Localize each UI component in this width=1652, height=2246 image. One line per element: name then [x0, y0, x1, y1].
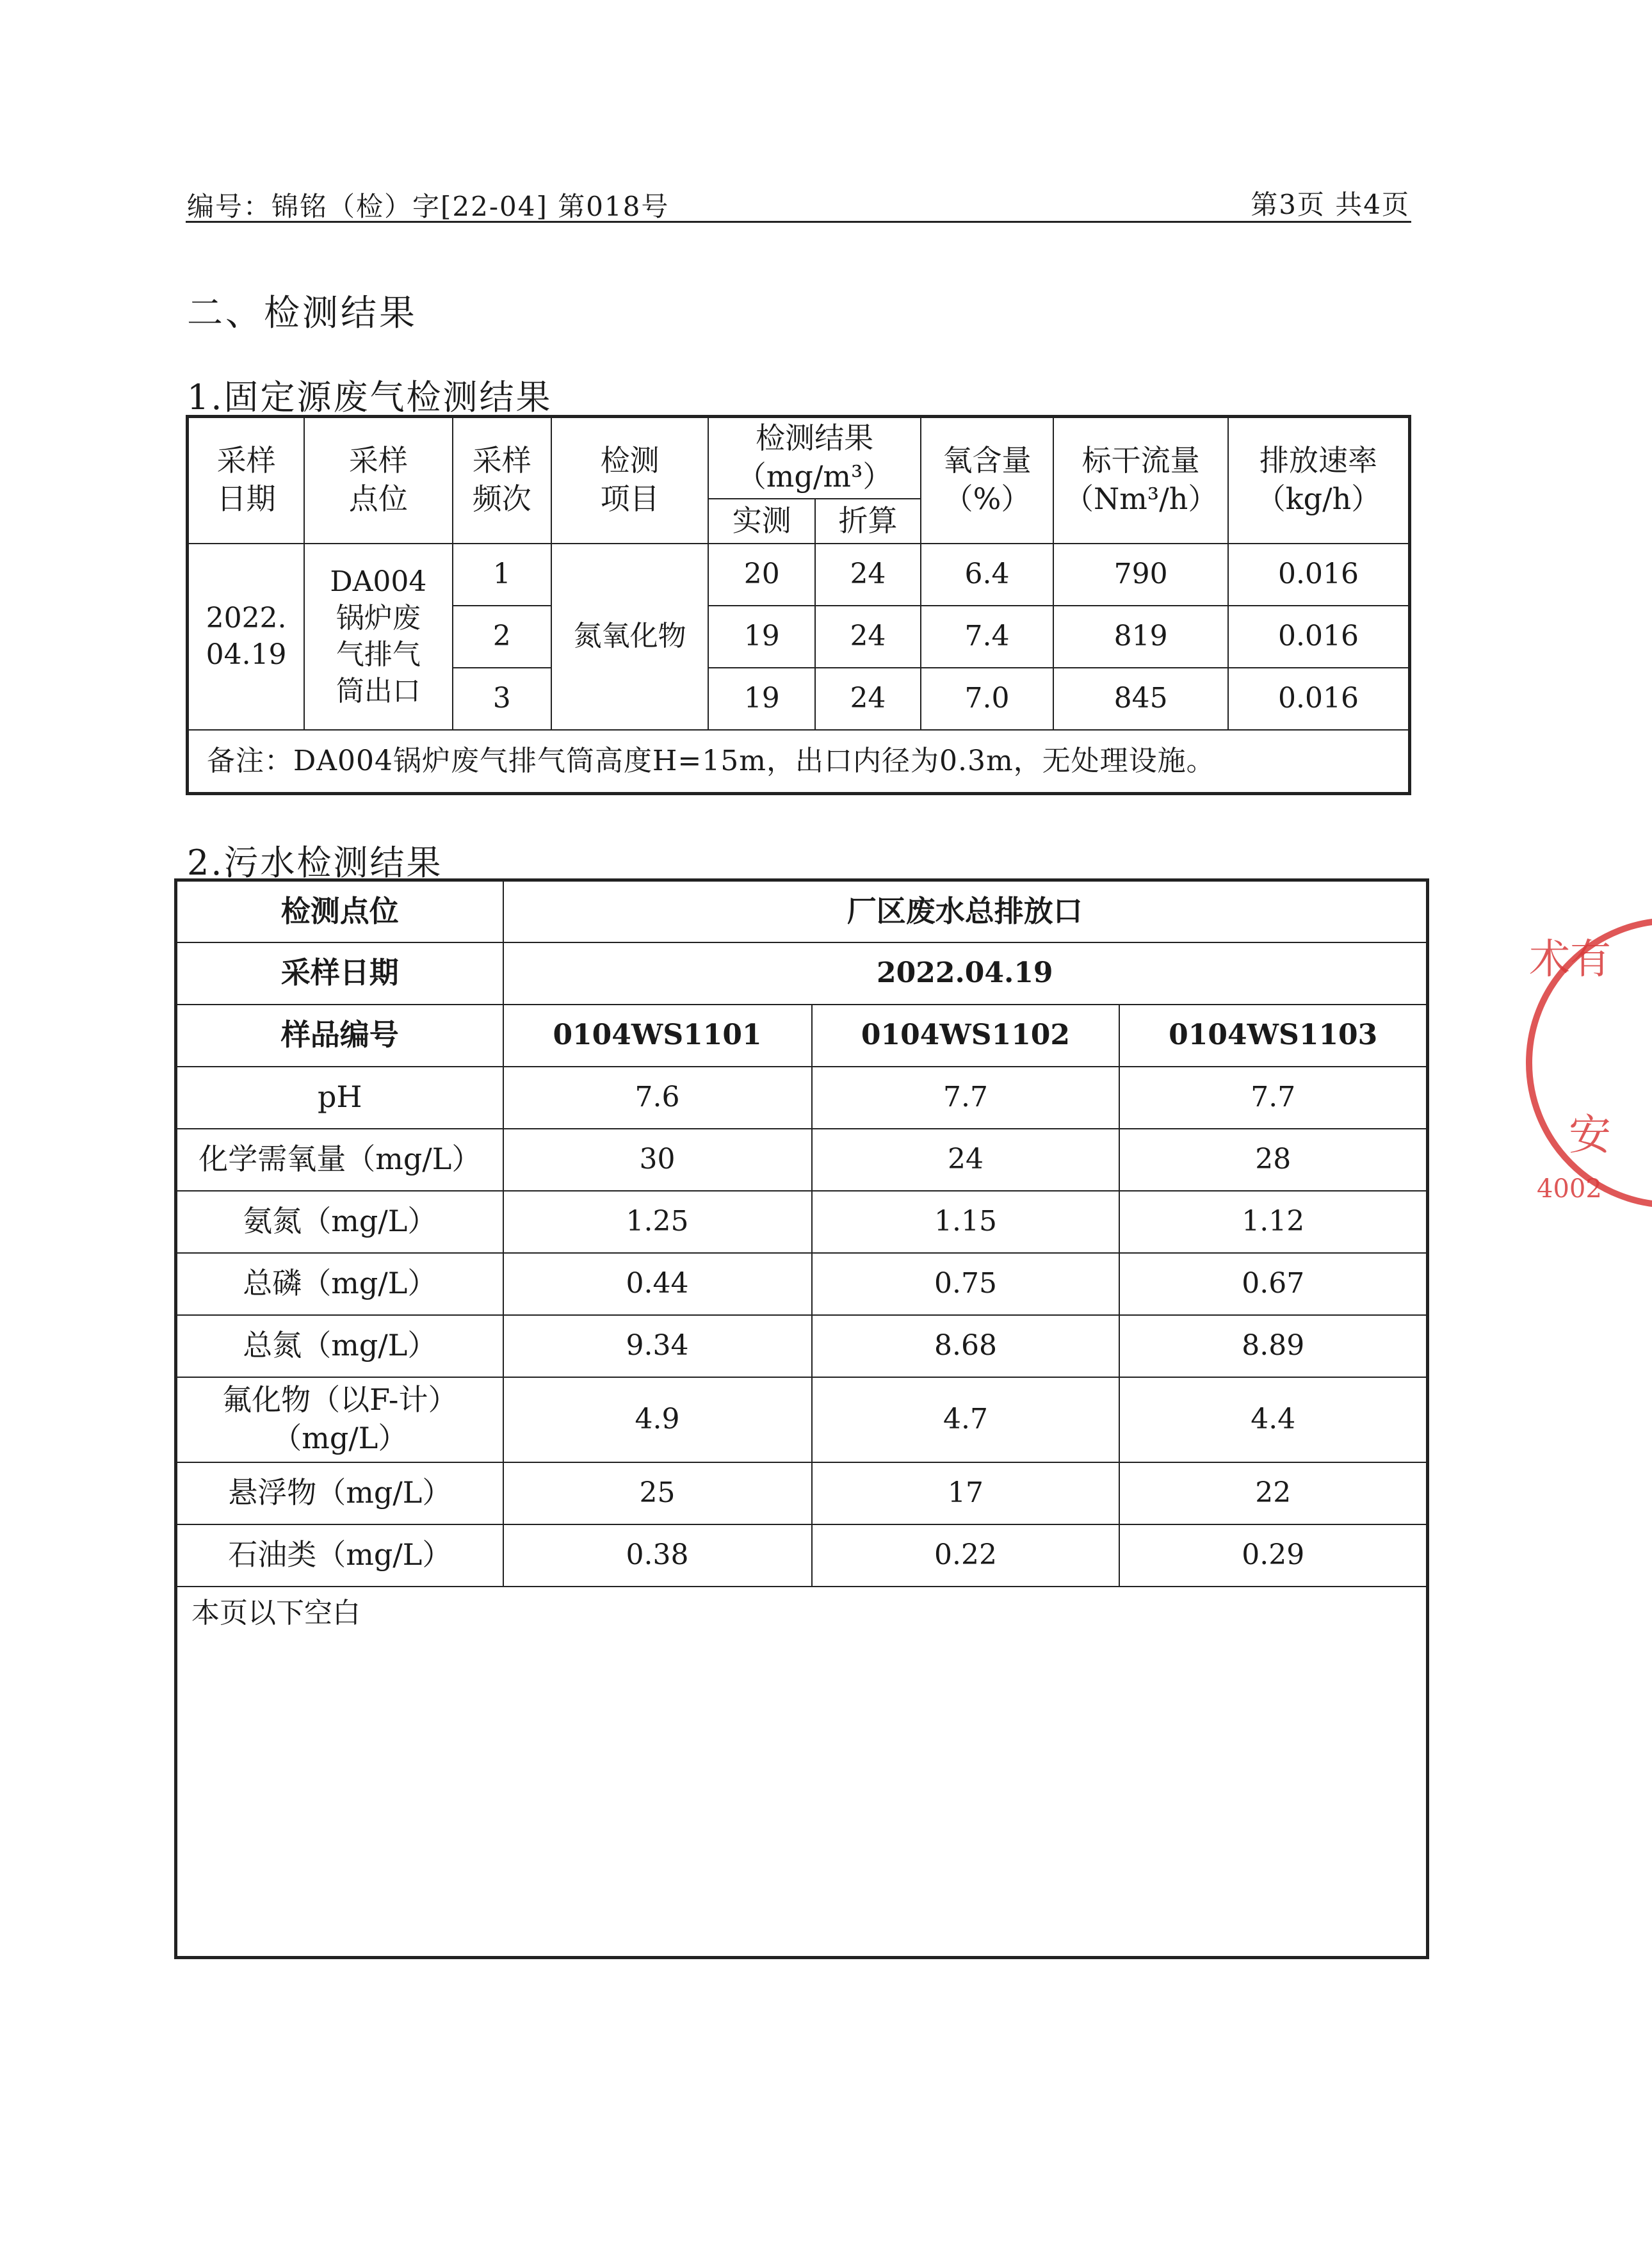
report-number: 编号：锦铭（检）字[22-04] 第018号	[187, 191, 670, 222]
converted-cell: 24	[815, 668, 921, 730]
param-name: pH	[176, 1067, 503, 1129]
param-value: 4.4	[1119, 1377, 1427, 1462]
date-label: 采样日期	[176, 942, 503, 1005]
header-sampling-frequency: 采样 频次	[453, 417, 551, 544]
header-flow: 标干流量 （Nm³/h）	[1053, 417, 1228, 544]
frequency-cell: 1	[453, 544, 551, 606]
test-item: 氮氧化物	[551, 544, 709, 730]
param-name: 总磷（mg/L）	[176, 1253, 503, 1315]
param-value: 28	[1119, 1129, 1427, 1191]
param-value: 4.9	[503, 1377, 812, 1462]
param-value: 17	[812, 1462, 1120, 1524]
param-value: 8.89	[1119, 1315, 1427, 1377]
section-title: 二、检测结果	[187, 293, 417, 334]
sample-label: 样品编号	[176, 1005, 503, 1067]
wastewater-results-table	[174, 878, 1429, 1959]
exhaust-note: 备注：DA004锅炉废气排气筒高度H=15m，出口内径为0.3m，无处理设施。	[188, 730, 1410, 794]
sample-id: 0104WS1101	[503, 1005, 812, 1067]
measured-cell: 19	[708, 668, 815, 730]
param-value: 7.7	[1119, 1067, 1427, 1129]
converted-cell: 24	[815, 544, 921, 606]
rate-cell: 0.016	[1228, 544, 1409, 606]
param-value: 9.34	[503, 1315, 812, 1377]
flow-cell: 790	[1053, 544, 1228, 606]
header-emission-rate: 排放速率 （kg/h）	[1228, 417, 1409, 544]
header-test-item: 检测 项目	[551, 417, 709, 544]
date-value: 2022.04.19	[503, 942, 1428, 1005]
param-value: 24	[812, 1129, 1120, 1191]
exhaust-section-title: 1.固定源废气检测结果	[187, 377, 553, 417]
param-value: 1.12	[1119, 1191, 1427, 1253]
header-converted: 折算	[815, 499, 921, 544]
official-seal-stamp	[1524, 896, 1652, 1229]
param-name: 化学需氧量（mg/L）	[176, 1129, 503, 1191]
frequency-cell: 2	[453, 606, 551, 668]
param-value: 7.6	[503, 1067, 812, 1129]
header-measured: 实测	[708, 499, 815, 544]
rate-cell: 0.016	[1228, 606, 1409, 668]
frequency-cell: 3	[453, 668, 551, 730]
sample-id: 0104WS1103	[1119, 1005, 1427, 1067]
param-value: 0.75	[812, 1253, 1120, 1315]
param-value: 8.68	[812, 1315, 1120, 1377]
sampling-point: DA004 锅炉废 气排气 筒出口	[304, 544, 452, 730]
measured-cell: 19	[708, 606, 815, 668]
header-test-result: 检测结果 （mg/m³）	[708, 417, 920, 499]
param-name: 氟化物（以F-计） （mg/L）	[176, 1377, 503, 1462]
param-value: 22	[1119, 1462, 1427, 1524]
exhaust-results-table	[186, 415, 1411, 795]
param-value: 0.22	[812, 1524, 1120, 1587]
header-rule	[186, 221, 1411, 223]
sampling-date: 2022. 04.19	[188, 544, 305, 730]
sample-id: 0104WS1102	[812, 1005, 1120, 1067]
seal-text-top: 术有	[1529, 936, 1611, 983]
point-label: 检测点位	[176, 880, 503, 942]
page-indicator: 第3页 共4页	[1251, 189, 1410, 220]
seal-text-mid: 安	[1569, 1110, 1611, 1159]
param-value: 30	[503, 1129, 812, 1191]
param-value: 0.67	[1119, 1253, 1427, 1315]
wastewater-section-title: 2.污水检测结果	[187, 843, 443, 883]
oxygen-cell: 6.4	[921, 544, 1054, 606]
header-sampling-date: 采样 日期	[188, 417, 305, 544]
oxygen-cell: 7.0	[921, 668, 1054, 730]
param-value: 4.7	[812, 1377, 1120, 1462]
param-value: 0.29	[1119, 1524, 1427, 1587]
header-sampling-point: 采样 点位	[304, 417, 452, 544]
param-name: 悬浮物（mg/L）	[176, 1462, 503, 1524]
param-value: 7.7	[812, 1067, 1120, 1129]
header-oxygen: 氧含量 （%）	[921, 417, 1054, 544]
param-name: 石油类（mg/L）	[176, 1524, 503, 1587]
flow-cell: 819	[1053, 606, 1228, 668]
param-value: 0.44	[503, 1253, 812, 1315]
oxygen-cell: 7.4	[921, 606, 1054, 668]
param-value: 1.25	[503, 1191, 812, 1253]
flow-cell: 845	[1053, 668, 1228, 730]
measured-cell: 20	[708, 544, 815, 606]
seal-number: 4002	[1537, 1174, 1602, 1204]
blank-page-note: 本页以下空白	[176, 1587, 1428, 1958]
param-name: 总氮（mg/L）	[176, 1315, 503, 1377]
param-value: 1.15	[812, 1191, 1120, 1253]
param-name: 氨氮（mg/L）	[176, 1191, 503, 1253]
point-value: 厂区废水总排放口	[503, 880, 1428, 942]
rate-cell: 0.016	[1228, 668, 1409, 730]
param-value: 25	[503, 1462, 812, 1524]
converted-cell: 24	[815, 606, 921, 668]
param-value: 0.38	[503, 1524, 812, 1587]
